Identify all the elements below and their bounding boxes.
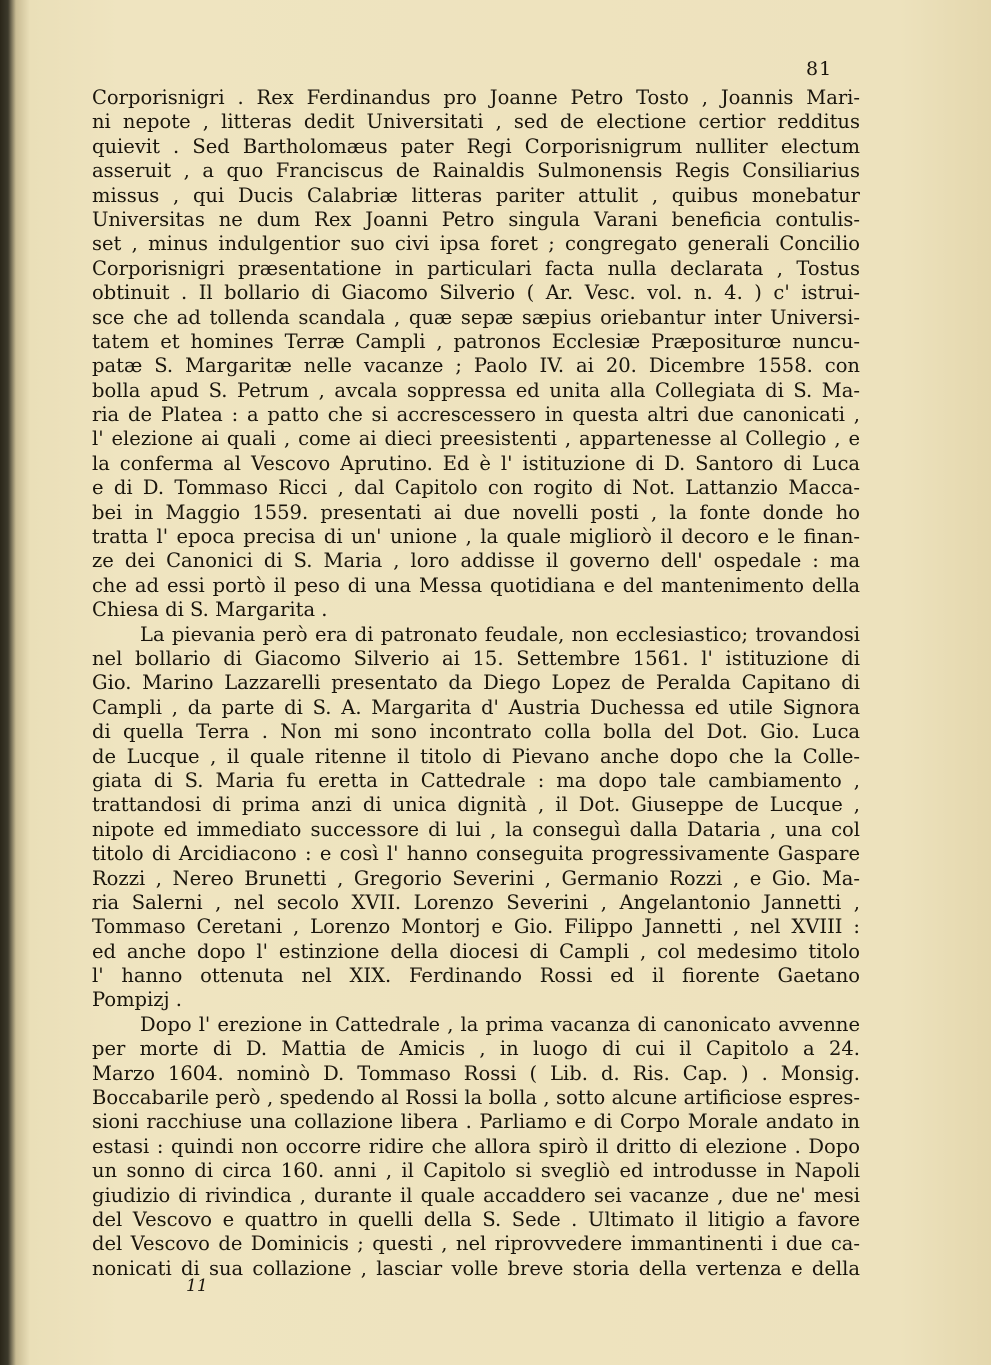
text-line: ria de Platea : a patto che si accrescessero in questa altri due canonicati ,: [92, 403, 860, 427]
text-line: giata di S. Maria fu eretta in Cattedrale : ma dopo tale cambiamento ,: [92, 768, 860, 792]
text-line: Boccabarile però , spedendo al Rossi la bolla , sotto alcune artificiose espres-: [92, 1086, 860, 1110]
body-text: [92, 86, 860, 1281]
text-line: Rozzi , Nereo Brunetti , Gregorio Severini , Germanio Rozzi , e Gio. Ma-: [92, 866, 860, 890]
text-line: Pompizj .: [92, 988, 182, 1012]
text-line: quievit . Sed Bartholomæus pater Regi Corporisnigrum nulliter electum: [92, 134, 860, 158]
text-line: un sonno di circa 160. anni , il Capitolo si svegliò ed introdusse in Napoli: [92, 1159, 860, 1183]
text-line: Corporisnigri præsentatione in particulari facta nulla declarata , Tostus: [92, 256, 860, 280]
text-line: estasi : quindi non occorre ridire che allora spirò il dritto di elezione . Dopo: [92, 1134, 860, 1158]
text-line: ria Salerni , nel secolo XVII. Lorenzo Severini , Angelantonio Jannetti ,: [92, 890, 860, 914]
text-line: Dopo l' erezione in Cattedrale , la prima vacanza di canonicato avvenne: [140, 1012, 860, 1036]
text-line: nel bollario di Giacomo Silverio ai 15. Settembre 1561. l' istituzione di: [92, 646, 860, 670]
text-line: patæ S. Margaritæ nelle vacanze ; Paolo IV. ai 20. Dicembre 1558. con: [92, 354, 860, 378]
text-line: Gio. Marino Lazzarelli presentato da Diego Lopez de Peralda Capitano di: [92, 671, 860, 695]
text-line: sce che ad tollenda scandala , quæ sepæ sæpius oriebantur inter Universi-: [92, 305, 860, 329]
text-line: Campli , da parte di S. A. Margarita d' Austria Duchessa ed utile Signora: [92, 695, 860, 719]
text-line: nonicati di sua collazione , lasciar volle breve storia della vertenza e della: [92, 1256, 860, 1280]
text-line: tatem et homines Terræ Campli , patronos Ecclesiæ Præpositurœ nuncu-: [92, 329, 860, 353]
text-line: set , minus indulgentior suo civi ipsa foret ; congregato generali Concilio: [92, 232, 860, 256]
text-line: asseruit , a quo Franciscus de Rainaldis Sulmonensis Regis Consiliarius: [92, 159, 860, 183]
text-line: ze dei Canonici di S. Maria , loro addisse il governo dell' ospedale : ma: [92, 549, 860, 573]
text-line: per morte di D. Mattia de Amicis , in luogo di cui il Capitolo a 24.: [92, 1037, 860, 1061]
text-line: bolla apud S. Petrum , avcala soppressa ed unita alla Collegiata di S. Ma-: [92, 378, 860, 402]
text-line: che ad essi portò il peso di una Messa quotidiana e del mantenimento della: [92, 573, 860, 597]
text-line: Marzo 1604. nominò D. Tommaso Rossi ( Lib. d. Ris. Cap. ) . Monsig.: [92, 1061, 860, 1085]
text-line: trattandosi di prima anzi di unica dignità , il Dot. Giuseppe de Lucque ,: [92, 793, 860, 817]
text-line: giudizio di rivindica , durante il quale accaddero sei vacanze , due ne' mesi: [92, 1183, 860, 1207]
text-line: tratta l' epoca precisa di un' unione , la quale migliorò il decoro e le finan-: [92, 525, 860, 549]
text-line: missus , qui Ducis Calabriæ litteras pariter attulit , quibus monebatur: [92, 183, 860, 207]
text-line: del Vescovo de Dominicis ; questi , nel riprovvedere immantinenti i due ca-: [92, 1232, 860, 1256]
text-line: del Vescovo e quattro in quelli della S. Sede . Ultimato il litigio a favore: [92, 1207, 860, 1231]
text-line: di quella Terra . Non mi sono incontrato colla bolla del Dot. Gio. Luca: [92, 720, 860, 744]
text-line: Chiesa di S. Margarita .: [92, 598, 328, 622]
text-line: bei in Maggio 1559. presentati ai due novelli posti , la fonte donde ho: [92, 500, 860, 524]
text-line: l' elezione ai quali , come ai dieci preesistenti , appartenesse al Collegio , e: [92, 427, 860, 451]
text-line: ni nepote , litteras dedit Universitati , sed de electione certior redditus: [92, 110, 860, 134]
text-line: titolo di Arcidiacono : e così l' hanno conseguita progressivamente Gaspare: [92, 842, 860, 866]
text-line: ed anche dopo l' estinzione della diocesi di Campli , col medesimo titolo: [92, 939, 860, 963]
text-line: sioni racchiuse una collazione libera . Parliamo e di Corpo Morale andato in: [92, 1110, 860, 1134]
text-line: la conferma al Vescovo Aprutino. Ed è l' istituzione di D. Santoro di Luca: [92, 451, 860, 475]
text-line: Tommaso Ceretani , Lorenzo Montorj e Gio. Filippo Jannetti , nel XVIII :: [92, 915, 860, 939]
text-line: obtinuit . Il bollario di Giacomo Silverio ( Ar. Vesc. vol. n. 4. ) c' istrui-: [92, 281, 860, 305]
signature-mark: 11: [186, 1276, 208, 1296]
text-line: nipote ed immediato successore di lui , la conseguì dalla Dataria , una col: [92, 817, 860, 841]
text-line: La pievania però era di patronato feudale, non ecclesiastico; trovandosi: [140, 622, 860, 646]
text-line: e di D. Tommaso Ricci , dal Capitolo con rogito di Not. Lattanzio Macca-: [92, 476, 860, 500]
text-line: l' hanno ottenuta nel XIX. Ferdinando Rossi ed il fiorente Gaetano: [92, 964, 860, 988]
page-number: 81: [806, 58, 833, 80]
text-line: Corporisnigri . Rex Ferdinandus pro Joanne Petro Tosto , Joannis Mari-: [92, 86, 860, 109]
text-line: de Lucque , il quale ritenne il titolo di Pievano anche dopo che la Colle-: [92, 744, 860, 768]
text-line: Universitas ne dum Rex Joanni Petro singula Varani beneficia contulis-: [92, 207, 860, 231]
